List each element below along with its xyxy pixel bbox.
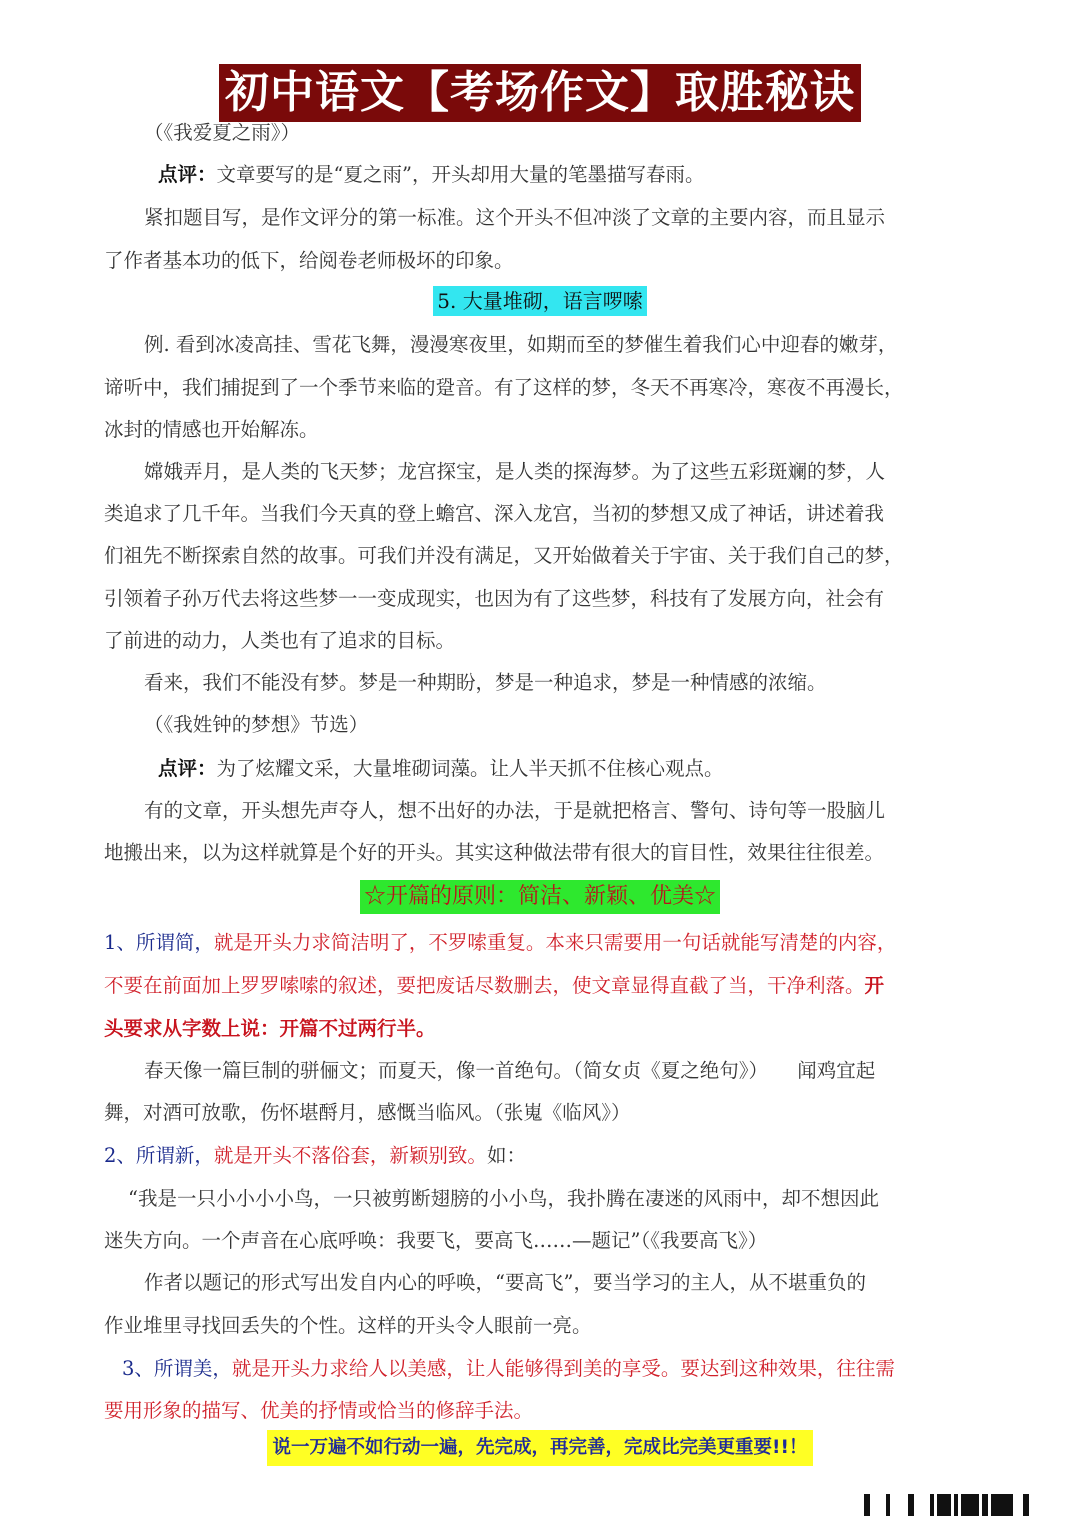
paragraph-line: 春天像一篇巨制的骈俪文；而夏天，像一首绝句。（简女贞《夏之绝句》） 闻鸡宜起	[144, 1059, 876, 1082]
comment-line	[158, 162, 1038, 188]
rule-1-line	[104, 973, 984, 999]
rule-3-line	[122, 1356, 1002, 1382]
comment-label: 点评：	[158, 163, 217, 186]
paragraph-line: 谛听中，我们捕捉到了一个季节来临的跫音。有了这样的梦，冬天不再寒冷，寒夜不再漫长，	[104, 376, 904, 399]
comment-label: 点评：	[158, 757, 217, 780]
source-citation: （《我姓钟的梦想》节选）	[144, 713, 369, 736]
barcode-decoration	[860, 1492, 1060, 1518]
rule-2-line	[104, 1143, 984, 1169]
comment-text: 文章要写的是“夏之雨”，开头却用大量的笔墨描写春雨。	[216, 163, 705, 186]
principle-heading: ☆开篇的原则：简洁、新颖、优美☆	[360, 880, 720, 914]
paragraph-line: 紧扣题目写，是作文评分的第一标准。这个开头不但冲淡了文章的主要内容，而且显示	[144, 206, 886, 229]
paragraph-line: 舞，对酒可放歌，伤怀堪酹月，感慨当临风。（张嵬《临风》）	[104, 1101, 631, 1124]
paragraph-line: 例. 看到冰凌高挂、雪花飞舞，漫漫寒夜里，如期而至的梦催生着我们心中迎春的嫩芽，	[144, 333, 898, 356]
principle-heading-container	[0, 880, 1080, 914]
comment-text: 为了炫耀文采，大量堆砌词藻。让人半天抓不住核心观点。	[216, 757, 724, 780]
rule-1-text: 不要在前面加上罗罗嗦嗦的叙述，要把废话尽数删去，使文章显得直截了当，干净利落。	[104, 974, 865, 997]
rule-3-line	[104, 1398, 984, 1424]
paragraph-line: “我是一只小小小小鸟，一只被剪断翅膀的小小鸟，我扑腾在凄迷的风雨中，却不想因此	[128, 1187, 879, 1210]
section-heading: 5. 大量堆砌，语言啰嗦	[433, 286, 646, 316]
paragraph-line: 冰封的情感也开始解冻。	[104, 418, 319, 441]
rule-2-label: 2、所谓新，	[104, 1144, 214, 1167]
rule-1-text: 就是开头力求简洁明了，不罗嗦重复。本来只需要用一句话就能写清楚的内容，	[213, 931, 897, 954]
rule-1-emphasis: 头要求从字数上说：开篇不过两行半。	[104, 1017, 436, 1040]
rule-1-label: 1、所谓简，	[104, 931, 214, 954]
paragraph-line: 地搬出来，以为这样就算是个好的开头。其实这种做法带有很大的盲目性，效果往往很差。	[104, 841, 885, 864]
paragraph-line: 嫦娥弄月，是人类的飞天梦；龙宫探宝，是人类的探海梦。为了这些五彩斑斓的梦，人	[144, 460, 886, 483]
title-container	[0, 64, 1080, 122]
paragraph-line: 引领着子孙万代去将这些梦一一变成现实，也因为有了这些梦，科技有了发展方向，社会有	[104, 587, 885, 610]
motto-banner: 说一万遍不如行动一遍，先完成，再完善，完成比完美更重要!!！	[267, 1430, 814, 1466]
paragraph-line: 了前进的动力，人类也有了追求的目标。	[104, 629, 456, 652]
paragraph-line: 作业堆里寻找回丢失的个性。这样的开头令人眼前一亮。	[104, 1314, 592, 1337]
comment-line	[158, 756, 1038, 782]
paragraph-line: 迷失方向。一个声音在心底呼唤：我要飞，要高飞……—题记”（《我要高飞》）	[104, 1229, 768, 1252]
rule-3-text: 就是开头力求给人以美感，让人能够得到美的享受。要达到这种效果，往往需	[231, 1357, 895, 1380]
paragraph-line: 作者以题记的形式写出发自内心的呼唤，“要高飞”，要当学习的主人，从不堪重负的	[144, 1271, 866, 1294]
rule-2-text: 就是开头不落俗套，新颖别致。	[213, 1144, 487, 1167]
heading-5-container	[0, 286, 1080, 316]
page-title: 初中语文【考场作文】取胜秘诀	[219, 64, 861, 122]
rule-3-label: 3、所谓美，	[122, 1357, 232, 1380]
paragraph-line: 看来，我们不能没有梦。梦是一种期盼，梦是一种追求，梦是一种情感的浓缩。	[144, 671, 827, 694]
paragraph-line: 类追求了几千年。当我们今天真的登上蟾宫、深入龙宫，当初的梦想又成了神话，讲述着我	[104, 502, 885, 525]
rule-1-line	[104, 930, 984, 956]
source-citation: （《我爱夏之雨》）	[144, 121, 301, 144]
rule-1-line	[104, 1016, 984, 1042]
paragraph-line: 有的文章，开头想先声夺人，想不出好的办法，于是就把格言、警句、诗句等一股脑儿	[144, 799, 886, 822]
banner-container	[0, 1430, 1080, 1466]
paragraph-line: 了作者基本功的低下，给阅卷老师极坏的印象。	[104, 249, 514, 272]
paragraph-line: 们祖先不断探索自然的故事。可我们并没有满足，又开始做着关于宇宙、关于我们自己的梦，	[104, 544, 904, 567]
rule-1-emphasis: 开	[864, 974, 885, 997]
rule-2-tail: 如：	[486, 1144, 526, 1167]
rule-3-text: 要用形象的描写、优美的抒情或恰当的修辞手法。	[104, 1399, 534, 1422]
